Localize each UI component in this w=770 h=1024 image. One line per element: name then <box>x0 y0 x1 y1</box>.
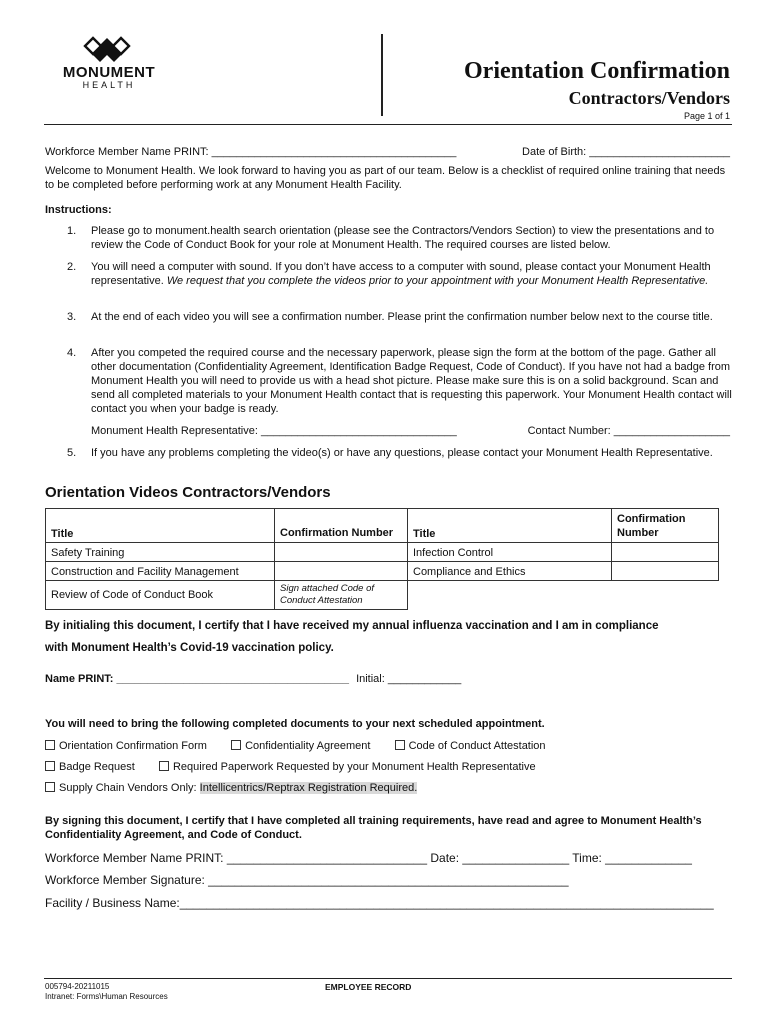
signature-field[interactable]: Workforce Member Signature: ______________________________________________________ <box>45 873 569 887</box>
footer-record: EMPLOYEE RECORD <box>325 982 412 992</box>
signing-text: By signing this document, I certify that I have completed all training requirements, have read and agree to Monument Health’s Confidentiality Agreement, and Code of Conduct. <box>45 815 702 841</box>
confirmation-input[interactable] <box>275 543 408 562</box>
certify-line-2: with Monument Health’s Covid-19 vaccination policy. <box>45 642 334 654</box>
footer-path: Intranet: Forms\Human Resources <box>45 992 168 1001</box>
facility-field[interactable]: Facility / Business Name:________________________________________________________________________________ <box>45 896 714 910</box>
sign-name-field[interactable]: Workforce Member Name PRINT: ______________________________ <box>45 851 428 865</box>
col-conf-right: Confirmation Number <box>612 509 719 543</box>
name-print-field[interactable]: Name PRINT: ______________________________________ <box>45 673 349 685</box>
course-title: Safety Training <box>46 543 275 562</box>
orientation-table <box>45 508 719 610</box>
bring-heading: You will need to bring the following completed documents to your next scheduled appointment. <box>45 718 545 730</box>
col-conf-left: Confirmation Number <box>275 509 408 543</box>
course-title: Construction and Facility Management <box>46 562 275 581</box>
check-supply: Supply Chain Vendors Only: <box>59 782 197 794</box>
checkbox[interactable] <box>231 740 241 750</box>
monument-health-logo <box>44 34 174 94</box>
certify-line-1: By initialing this document, I certify that I have received my annual influenza vaccination and I am in compliance <box>45 620 659 632</box>
instructions-heading: Instructions: <box>45 204 112 216</box>
check-paperwork: Required Paperwork Requested by your Monument Health Representative <box>172 761 536 773</box>
sign-date-field[interactable]: Date: ________________ <box>430 851 570 865</box>
attach-note: Sign attached Code of Conduct Attestation <box>275 581 408 610</box>
member-name-field[interactable]: Workforce Member Name PRINT: ________________________________________ <box>45 146 457 158</box>
sign-time-field[interactable]: Time: _____________ <box>572 851 692 865</box>
col-title-right: Title <box>408 509 612 543</box>
header-rule <box>44 124 732 125</box>
checkbox[interactable] <box>45 761 55 771</box>
welcome-text: Welcome to Monument Health. We look forward to having you as part of our team. Below is a checklist of required online training that needs to be completed before performing work at any Monument Health Facility. <box>45 165 726 191</box>
rep-field[interactable]: Monument Health Representative: ________________________________ <box>91 425 457 437</box>
brand-sub: HEALTH <box>82 80 136 90</box>
check-confidentiality: Confidentiality Agreement <box>245 740 371 752</box>
footer-rule <box>44 978 732 979</box>
col-title-left: Title <box>46 509 275 543</box>
confirmation-input[interactable] <box>612 543 719 562</box>
videos-heading: Orientation Videos Contractors/Vendors <box>45 484 331 501</box>
brand-name: MONUMENT <box>62 64 156 81</box>
checkbox[interactable] <box>45 782 55 792</box>
course-title: Infection Control <box>408 543 612 562</box>
check-conduct: Code of Conduct Attestation <box>408 740 546 752</box>
checkbox[interactable] <box>45 740 55 750</box>
header-divider <box>381 34 383 116</box>
course-title: Compliance and Ethics <box>408 562 612 581</box>
check-badge: Badge Request <box>59 761 135 773</box>
supply-highlight: Intellicentrics/Reptrax Registration Required. <box>199 782 418 794</box>
confirmation-input[interactable] <box>275 562 408 581</box>
initial-field[interactable]: Initial: ____________ <box>356 673 462 685</box>
confirmation-input[interactable] <box>612 562 719 581</box>
page-number: Page 1 of 1 <box>683 111 730 121</box>
page-subtitle: Contractors/Vendors <box>568 88 730 108</box>
checkbox[interactable] <box>159 761 169 771</box>
contact-number-field[interactable]: Contact Number: ___________________ <box>527 425 730 437</box>
course-title: Review of Code of Conduct Book <box>46 581 275 610</box>
page-title: Orientation Confirmation <box>464 58 730 84</box>
footer-code: 005794-20211015 <box>45 982 110 991</box>
checkbox[interactable] <box>395 740 405 750</box>
dob-field[interactable]: Date of Birth: _______________________ <box>522 146 730 158</box>
check-orientation: Orientation Confirmation Form <box>59 740 207 752</box>
